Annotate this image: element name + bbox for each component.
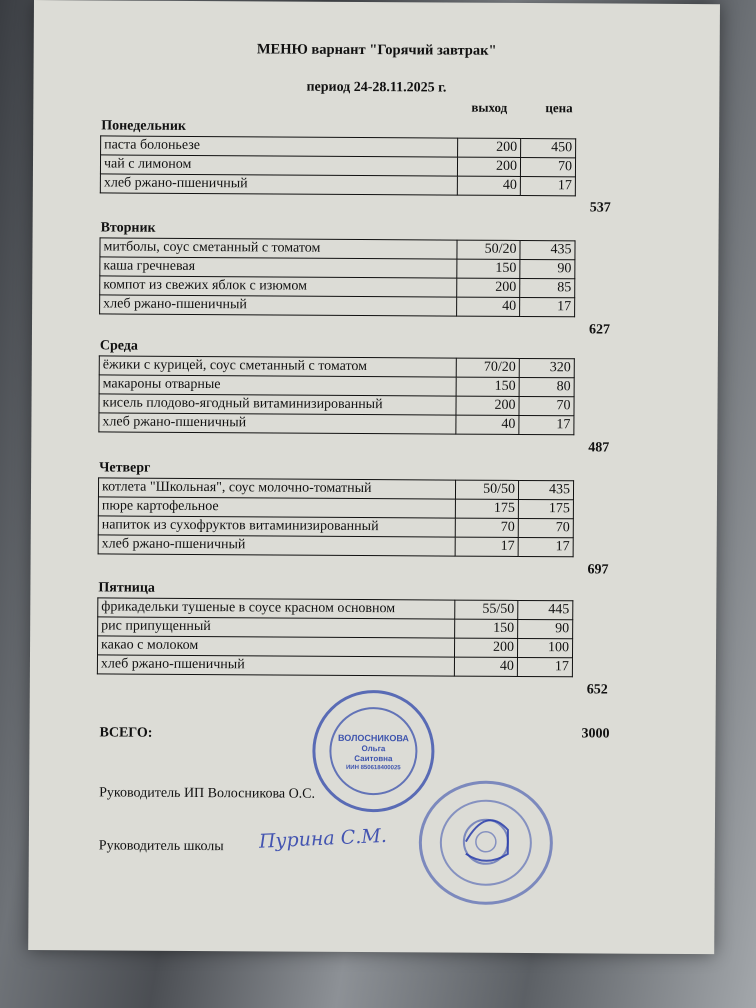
output-cell: 40: [457, 176, 520, 195]
day-menu-table: [97, 597, 573, 677]
period-line: период 24-28.11.2025 г.: [306, 79, 447, 96]
day-title: Пятница: [98, 580, 156, 596]
school-stamp-emblem-icon: [422, 783, 551, 902]
document-title: МЕНЮ варнант "Горячий завтрак": [256, 41, 497, 59]
table-row: [98, 497, 573, 519]
output-cell: 50/20: [457, 240, 520, 259]
dish-name-cell: хлеб ржано-пшеничный: [98, 535, 455, 556]
table-row: [97, 655, 572, 677]
day-menu-table: [98, 477, 574, 557]
day-title: Вторник: [100, 220, 156, 236]
dish-name-cell: какао с молоком: [98, 636, 455, 657]
price-cell: 435: [520, 240, 575, 259]
dish-name-cell: рис припущенный: [98, 617, 455, 638]
table-row: [100, 174, 575, 196]
stamp-patronymic: Саитовна: [354, 753, 393, 764]
dish-name-cell: кисель плодово-ягодный витаминизированный: [99, 394, 456, 415]
price-cell: 435: [518, 480, 573, 499]
table-row: [100, 276, 575, 298]
output-cell: 150: [456, 377, 519, 396]
price-cell: 17: [517, 657, 572, 676]
dish-name-cell: макароны отварные: [99, 375, 456, 396]
output-cell: 175: [455, 499, 518, 518]
dish-name-cell: ёжики с курицей, соус сметанный с томатом: [99, 356, 456, 377]
output-cell: 50/50: [455, 480, 518, 499]
dish-name-cell: паста болоньезе: [101, 136, 458, 157]
output-cell: 150: [455, 619, 518, 638]
table-row: [99, 356, 574, 378]
price-cell: 80: [519, 377, 574, 396]
total-label: ВСЕГО:: [99, 725, 153, 741]
dish-name-cell: компот из свежих яблок с изюмом: [100, 276, 457, 297]
table-row: [100, 295, 575, 317]
price-cell: 70: [518, 518, 573, 537]
table-row: [100, 257, 575, 279]
day-title: Понедельник: [101, 118, 187, 134]
output-cell: 70/20: [456, 358, 519, 377]
table-row: [98, 636, 573, 658]
dish-name-cell: чай с лимоном: [100, 155, 457, 176]
day-title: Среда: [99, 338, 138, 354]
day-menu-table: [99, 237, 575, 317]
output-cell: 70: [455, 518, 518, 537]
stamp-id: ИИН 850618400025: [345, 764, 401, 772]
price-cell: 90: [520, 259, 575, 278]
dish-name-cell: хлеб ржано-пшеничный: [97, 655, 454, 676]
director-signature-line: Руководитель ИП Волосникова О.С.: [99, 785, 316, 802]
day-menu-table: [100, 135, 576, 196]
stamp-name: ВОЛОСНИКОВА: [338, 732, 409, 744]
menu-document: [28, 0, 720, 954]
output-cell: 200: [458, 138, 521, 157]
output-cell: 200: [457, 278, 520, 297]
total-value: 3000: [581, 726, 610, 742]
dish-name-cell: котлета "Школьная", соус молочно-томатный: [98, 478, 455, 499]
output-cell: 200: [454, 638, 517, 657]
output-cell: 200: [456, 396, 519, 415]
dish-name-cell: каша гречневая: [100, 257, 457, 278]
table-row: [98, 478, 573, 500]
price-cell: 85: [520, 278, 575, 297]
price-cell: 445: [518, 600, 573, 619]
dish-name-cell: напиток из сухофруктов витаминизированный: [98, 516, 455, 537]
table-row: [99, 375, 574, 397]
output-cell: 150: [457, 259, 520, 278]
price-cell: 17: [518, 537, 573, 556]
school-stamp: [418, 780, 553, 905]
school-handwritten-signature: Пурина С.М.: [258, 824, 388, 853]
price-cell: 17: [519, 415, 574, 434]
dish-name-cell: хлеб ржано-пшеничный: [100, 295, 457, 316]
day-subtotal: 537: [589, 200, 611, 216]
table-row: [98, 516, 573, 538]
price-cell: 450: [521, 138, 576, 157]
dish-name-cell: хлеб ржано-пшеничный: [99, 413, 456, 434]
day-subtotal: 487: [588, 440, 610, 456]
table-row: [98, 598, 573, 620]
day-menu-table: [98, 355, 574, 435]
stamp-first-name: Ольга: [361, 744, 386, 754]
price-cell: 320: [519, 358, 574, 377]
table-row: [100, 238, 575, 260]
price-cell: 100: [517, 638, 572, 657]
table-row: [101, 136, 576, 158]
dish-name-cell: пюре картофельное: [98, 497, 455, 518]
output-cell: 17: [455, 537, 518, 556]
day-subtotal: 652: [586, 682, 608, 698]
dish-name-cell: фрикадельки тушеные в соусе красном основном: [98, 598, 455, 619]
table-row: [99, 413, 574, 435]
table-row: [100, 155, 575, 177]
column-header-price: цена: [545, 100, 573, 116]
price-cell: 70: [519, 396, 574, 415]
column-header-output: выход: [471, 99, 508, 115]
school-signature-line: Руководитель школы: [98, 838, 224, 855]
price-cell: 17: [520, 297, 575, 316]
dish-name-cell: хлеб ржано-пшеничный: [100, 174, 457, 195]
day-subtotal: 627: [588, 322, 611, 338]
price-cell: 90: [518, 619, 573, 638]
price-cell: 17: [520, 176, 575, 195]
table-row: [98, 535, 573, 557]
day-title: Четверг: [99, 460, 151, 476]
output-cell: 200: [457, 157, 520, 176]
day-subtotal: 697: [587, 562, 609, 578]
output-cell: 40: [456, 415, 519, 434]
price-cell: 175: [518, 499, 573, 518]
output-cell: 55/50: [455, 600, 518, 619]
table-row: [99, 394, 574, 416]
price-cell: 70: [520, 157, 575, 176]
output-cell: 40: [457, 297, 520, 316]
dish-name-cell: митболы, соус сметанный с томатом: [100, 238, 457, 259]
output-cell: 40: [454, 657, 517, 676]
table-row: [98, 617, 573, 639]
company-stamp: [312, 690, 435, 813]
